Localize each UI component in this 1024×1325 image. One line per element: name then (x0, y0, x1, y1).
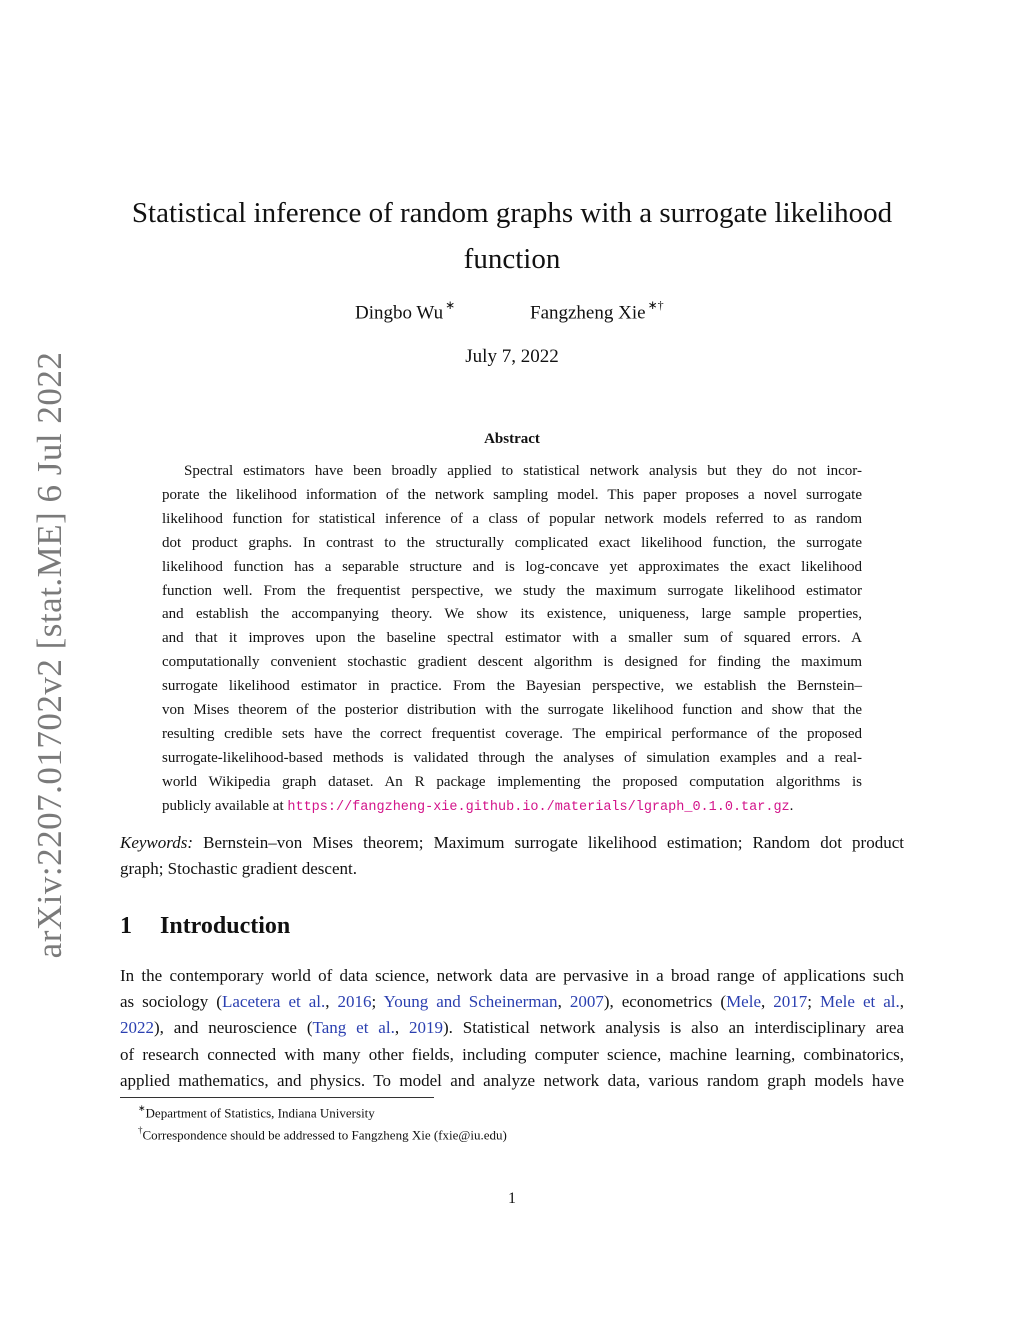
footnote-divider (120, 1097, 434, 1098)
intro-line: In the contemporary world of data science, network data are pervasive in a broad range of applications such (120, 966, 904, 985)
intro-sep: , (394, 1018, 409, 1038)
intro-sep: , (761, 992, 774, 1012)
author-2-marks: ∗† (647, 298, 664, 312)
abstract-url-suffix: . (789, 797, 794, 814)
footnote-mark: † (138, 1125, 143, 1136)
keywords-text-1: Bernstein–von Mises theorem; Maximum surrogate likelihood estimation; Random dot product (193, 833, 904, 852)
footnote-text: Department of Statistics, Indiana University (145, 1105, 375, 1121)
section-title: Introduction (160, 913, 291, 939)
citation-mele-et-al-link[interactable]: Mele et al. (820, 992, 900, 1012)
page-number: 1 (508, 1190, 516, 1207)
citation-2017-link[interactable]: 2017 (773, 992, 808, 1012)
intro-sep: , (325, 992, 338, 1012)
footnote-text: Correspondence should be addressed to Fangzheng Xie (fxie@iu.edu) (142, 1127, 507, 1143)
author-1-name: Dingbo Wu (355, 302, 444, 324)
introduction-paragraph (120, 963, 904, 1094)
abstract-line: likelihood function for statistical inference of a class of popular network models referred to as random (162, 510, 862, 527)
abstract-line: surrogate-likelihood-based methods is validated through the analyses of simulation examples and a real- (162, 749, 862, 766)
citation-2022-link[interactable]: 2022 (120, 1018, 154, 1038)
abstract-line: resulting credible sets have the correct frequentist coverage. The empirical performance of the proposed (162, 725, 862, 742)
abstract-line: and establish the accompanying theory. We show its existence, uniqueness, large sample properties, (162, 606, 862, 623)
citation-2007-link[interactable]: 2007 (569, 992, 604, 1012)
citation-2019-link[interactable]: 2019 (408, 1018, 443, 1038)
keywords (120, 830, 904, 882)
author-list (0, 300, 1024, 330)
author-2 (530, 300, 664, 324)
title-line-1: Statistical inference of random graphs with a surrogate likelihood (131, 197, 893, 229)
abstract-line: surrogate likelihood estimator in practice. From the Bayesian perspective, we establish the Bernstein– (162, 678, 862, 695)
abstract-line: porate the likelihood information of the network sampling model. This paper proposes a novel surrogate (162, 486, 862, 503)
author-2-name: Fangzheng Xie (530, 302, 646, 324)
intro-line: of research connected with many other fields, including computer science, machine learning, combinatorics, (120, 1044, 904, 1064)
title-line-2: function (463, 243, 561, 275)
abstract-line: world Wikipedia graph dataset. An R package implementing the proposed computation algorithms is (162, 773, 862, 790)
citation-young-link[interactable]: Young and Scheinerman (383, 992, 558, 1012)
intro-text: ). Statistical network analysis is also an interdisciplinary area (442, 1018, 904, 1038)
citation-mele-link[interactable]: Mele (726, 992, 761, 1012)
author-1 (355, 300, 455, 324)
abstract-body (162, 460, 862, 820)
abstract-line: von Mises theorem of the posterior distribution with the surrogate likelihood function and show that the (162, 702, 862, 719)
abstract-line: and that it improves upon the baseline spectral estimator with a smaller sum of squared errors. A (162, 630, 862, 647)
intro-text: as sociology ( (120, 992, 222, 1012)
footnote-affiliation (120, 1100, 507, 1122)
abstract-url-prefix: publicly available at (162, 797, 288, 814)
keywords-line-1 (120, 830, 904, 856)
abstract-heading: Abstract (484, 431, 540, 447)
section-number: 1 (120, 913, 132, 939)
paper-title (110, 190, 914, 282)
footnote-correspondence (120, 1122, 507, 1144)
package-url-link[interactable]: https://fangzheng-xie.github.io./materials/lgraph_0.1.0.tar.gz (287, 799, 790, 815)
citation-lacetera-link[interactable]: Lacetera et al. (221, 992, 326, 1012)
intro-sep: ; (807, 992, 821, 1012)
abstract-line: likelihood function has a separable structure and is log-concave yet approximates the exact likelihood (162, 558, 862, 575)
intro-text: ), and neuroscience ( (154, 1018, 313, 1038)
citation-2016-link[interactable]: 2016 (337, 992, 372, 1012)
abstract-line: dot product graphs. In contrast to the structurally complicated exact likelihood function, the surrogate (162, 534, 862, 551)
keywords-line-2: graph; Stochastic gradient descent. (120, 859, 357, 878)
citation-tang-link[interactable]: Tang et al. (312, 1018, 395, 1038)
intro-line: applied mathematics, and physics. To model and analyze network data, various random graph models have (120, 1070, 904, 1090)
intro-line (120, 1015, 904, 1041)
section-heading-introduction (120, 913, 290, 940)
abstract-line: computationally convenient stochastic gradient descent algorithm is designed for finding the maximum (162, 654, 862, 671)
publication-date: July 7, 2022 (465, 346, 559, 367)
intro-sep: ; (371, 992, 384, 1012)
intro-sep: , (557, 992, 570, 1012)
intro-line (120, 989, 904, 1015)
abstract-line: function well. From the frequentist perspective, we study the maximum surrogate likelihood estimator (162, 582, 862, 599)
arxiv-identifier: arXiv:2207.01702v2 [stat.ME] 6 Jul 2022 (30, 351, 69, 959)
footnotes (120, 1100, 507, 1145)
intro-text: ), econometrics ( (603, 992, 727, 1012)
intro-text: , (899, 992, 905, 1012)
abstract-line: Spectral estimators have been broadly applied to statistical network analysis but they do not incor- (184, 463, 862, 479)
footnote-mark: ∗ (138, 1103, 146, 1113)
abstract-line-last (162, 795, 862, 820)
author-1-marks: ∗ (445, 298, 456, 312)
keywords-label: Keywords: (120, 833, 194, 852)
